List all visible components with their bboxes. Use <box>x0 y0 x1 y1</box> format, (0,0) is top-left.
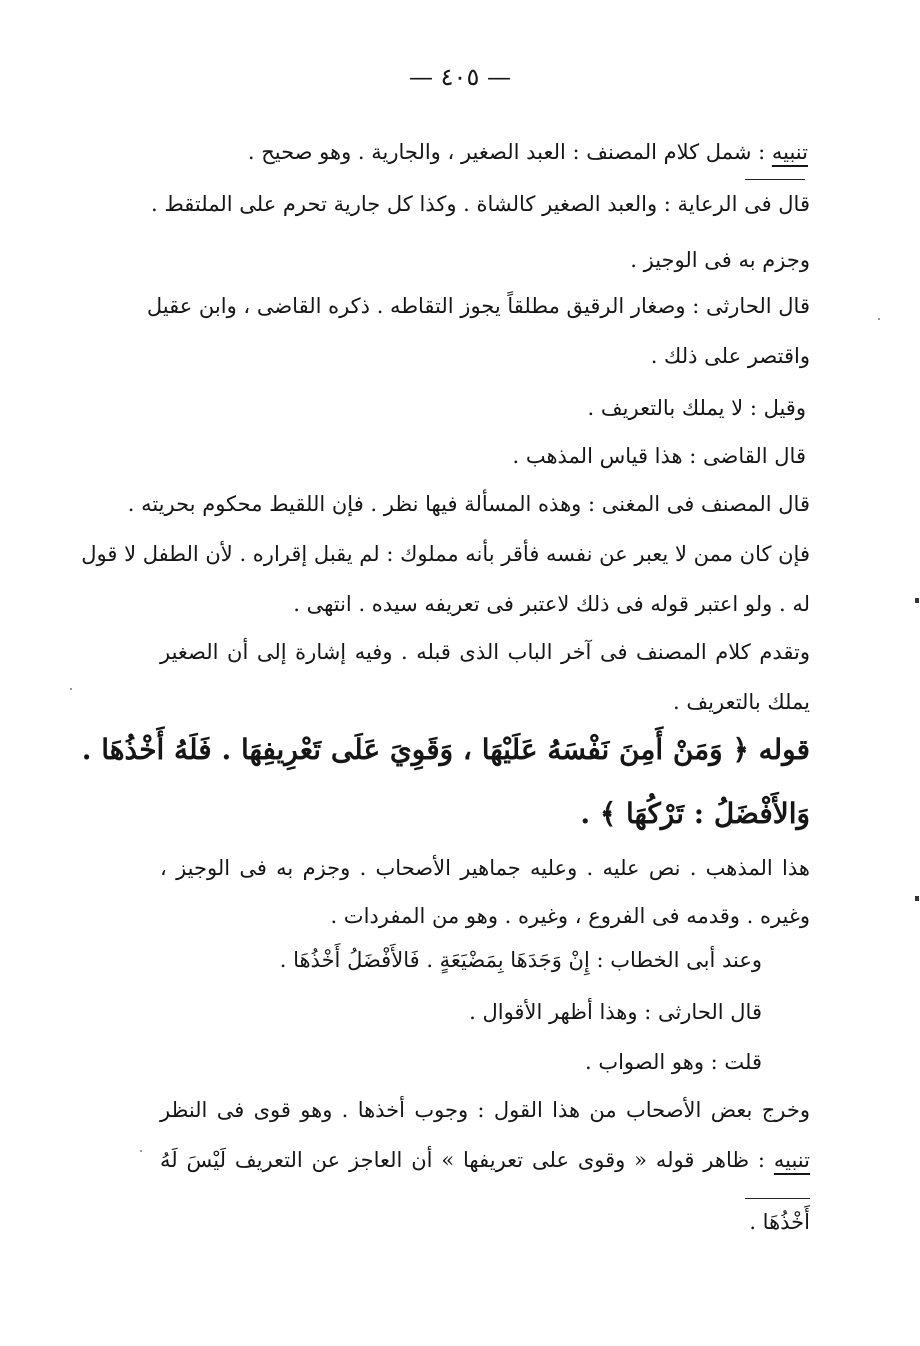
page-number: — ٤٠٥ — <box>409 63 511 91</box>
scan-speck <box>878 318 880 320</box>
text-line: وجزم به فى الوجيز . <box>630 248 810 272</box>
text-line: واقتصر على ذلك . <box>650 344 810 368</box>
text-line: هذا المذهب . نص عليه . وعليه جماهير الأصحاب . وجزم به فى الوجيز ، <box>160 856 810 880</box>
text-line: وتقدم كلام المصنف فى آخر الباب الذى قبله . وفيه إشارة إلى أن الصغير <box>160 640 810 664</box>
text-line: فإن كان ممن لا يعبر عن نفسه فأقر بأنه مملوك : لم يقبل إقراره . لأن الطفل لا قول <box>81 542 810 566</box>
line-text: : ظاهر قوله « وقوى على تعريفها » أن العاجز عن التعريف لَيْسَ لَهُ <box>160 1148 774 1172</box>
text-line: وقيل : لا يملك بالتعريف . <box>587 396 806 420</box>
footnote-rule <box>745 179 805 180</box>
text-line: وعند أبى الخطاب : إِنْ وَجَدَهَا بِمَضْيَعَةٍ . فَالأَفْضَلُ أَخْذُهَا . <box>279 948 762 972</box>
scan-mark <box>915 896 919 901</box>
text-line: قال المصنف فى المغنى : وهذه المسألة فيها نظر . فإن اللقيط محكوم بحريته . <box>127 492 810 516</box>
text-line: قلت : وهو الصواب . <box>584 1050 762 1074</box>
line-text: : شمل كلام المصنف : العبد الصغير ، والجارية . وهو صحيح . <box>247 140 772 164</box>
scan-speck <box>140 1150 142 1152</box>
scan-speck <box>70 688 72 690</box>
text-line: قال القاضى : هذا قياس المذهب . <box>512 444 806 468</box>
scan-mark <box>915 598 919 603</box>
text-line: قال فى الرعاية : والعبد الصغير كالشاة . وكذا كل جارية تحرم على الملتقط . <box>151 192 810 216</box>
text-line: وخرج بعض الأصحاب من هذا القول : وجوب أخذها . وهو قوى فى النظر <box>160 1098 810 1122</box>
tanbih-heading: تنبيه <box>773 1148 810 1172</box>
text-line: له . ولو اعتبر قوله فى ذلك لاعتبر فى تعريفه سيده . انتهى . <box>293 592 810 616</box>
text-line: أَخْذُهَا . <box>749 1210 810 1234</box>
text-line: قال الحارثى : وهذا أظهر الأقوال . <box>469 1000 762 1024</box>
text-line: يملك بالتعريف . <box>673 690 810 714</box>
footnote-rule <box>745 1198 810 1199</box>
text-line <box>160 1144 810 1176</box>
tanbih-heading: تنبيه <box>771 140 808 164</box>
text-line <box>158 136 808 168</box>
matn-quote-line: وَالأَفْضَلُ : تَرْكُهَا ﴾ . <box>580 797 810 830</box>
text-line: قال الحارثى : وصغار الرقيق مطلقاً يجوز التقاطه . ذكره القاضى ، وابن عقيل <box>146 294 810 318</box>
text-line: وغيره . وقدمه فى الفروع ، وغيره . وهو من المفردات . <box>330 904 810 928</box>
matn-quote-line: قوله ﴿ وَمَنْ أَمِنَ نَفْسَهُ عَلَيْهَا ، وَقَوِيَ عَلَى تَعْرِيفِهَا . فَلَهُ أَخْذُهَا . <box>81 733 810 766</box>
